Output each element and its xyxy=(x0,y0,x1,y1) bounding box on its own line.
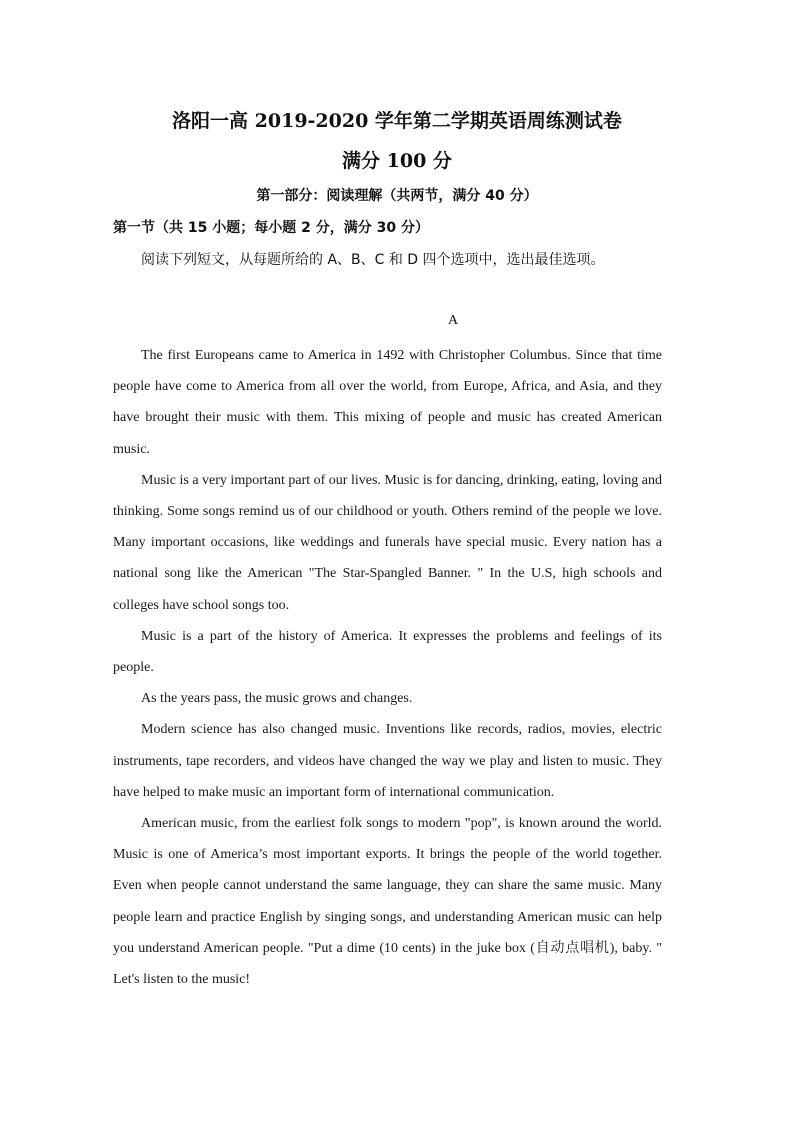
section-one-heading: 第一节（共 15 小题；每小题 2 分，满分 30 分） xyxy=(113,220,429,236)
reading-instruction: 阅读下列短文，从每题所给的 A、B、C 和 D 四个选项中，选出最佳选项。 xyxy=(141,252,605,268)
passage-paragraph: Music is a very important part of our lives. Music is for dancing, drinking, eating, loving and thinking. Some songs remind us of our childhood or youth. Others remind of the people we love. Many important occasions, like weddings and funerals have special music. Every nation has a national song like the American "The Star-Spangled Banner. " In the U.S, high schools and colleges have school songs too. xyxy=(113,472,663,613)
passage-paragraph: Music is a part of the history of America. It expresses the problems and feelings of its people. xyxy=(113,628,662,676)
passage-body xyxy=(113,340,662,995)
passage-label: A xyxy=(447,313,459,328)
passage-paragraph: As the years pass, the music grows and changes. xyxy=(141,691,413,707)
passage-paragraph: Modern science has also changed music. Inventions like records, radios, movies, electric instruments, tape recorders, and videos have changed the way we play and listen to music. They have helped to make music an important form of international communication. xyxy=(113,722,662,800)
passage-paragraph: American music, from the earliest folk songs to modern "pop", is known around the world. Music is one of America’s most important exports. It brings the people of the world together. Even when people cannot understand the same language, they can share the same music. Many people learn and practice English by singing songs, and understanding American music can help you understand American people. "Put a dime (10 cents) in the juke box (自动点唱机), baby. " Let's listen to the music! xyxy=(113,816,662,988)
exam-full-score: 满分 100 分 xyxy=(342,150,452,172)
exam-title: 洛阳一高 2019-2020 学年第二学期英语周练测试卷 xyxy=(172,110,622,132)
part-one-heading: 第一部分：阅读理解（共两节，满分 40 分） xyxy=(256,188,538,204)
passage-paragraph: The first Europeans came to America in 1492 with Christopher Columbus. Since that time people have come to America from all over the world, from Europe, Africa, and Asia, and they have brought their music with them. This mixing of people and music has created American music. xyxy=(113,348,662,457)
